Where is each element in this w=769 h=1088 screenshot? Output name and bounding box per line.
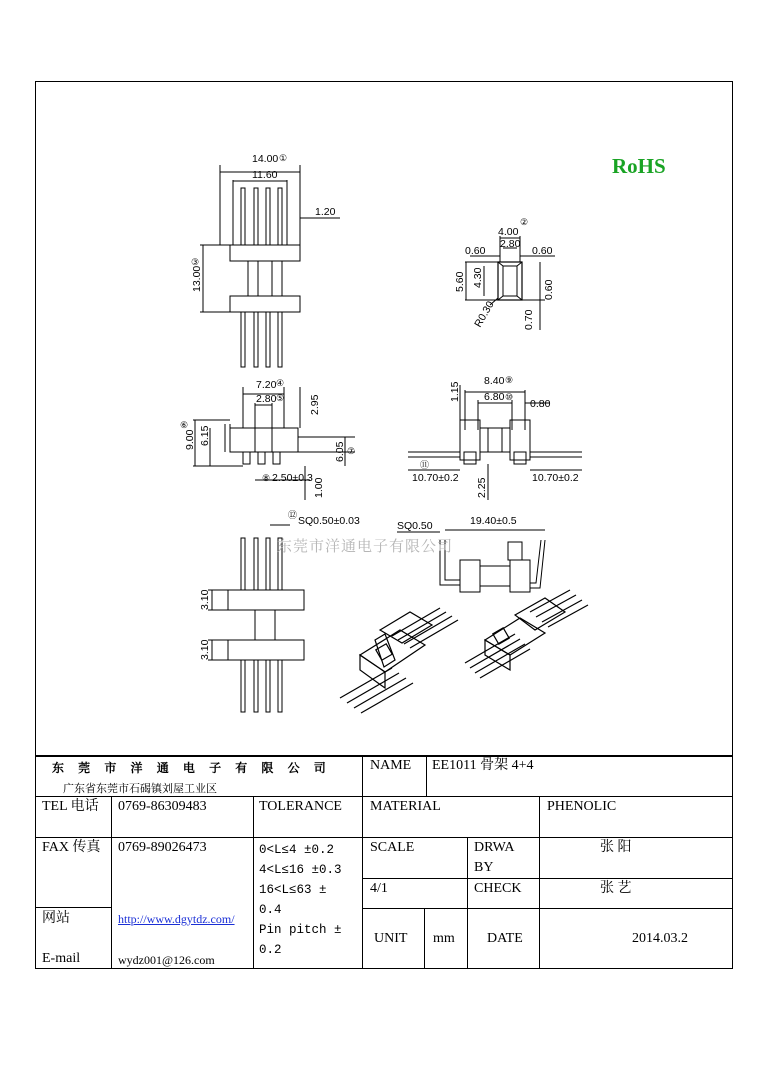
marker-12: ⑫ <box>288 510 298 520</box>
dim-gap: 0.80 <box>530 398 551 410</box>
marker-3: ③ <box>191 257 200 267</box>
marker-5: ⑤ <box>276 393 285 403</box>
dim-pin-len: 19.40±0.5 <box>470 515 517 527</box>
email-value: wydz001@126.com <box>118 953 215 967</box>
dim-pin-sq-left: SQ0.50±0.03 <box>298 515 360 527</box>
website-link[interactable]: http://www.dgytdz.com/ <box>118 912 235 926</box>
dim-bottom: 1.00 <box>313 477 325 498</box>
marker-11: ⑪ <box>420 460 430 470</box>
marker-2: ② <box>520 217 529 227</box>
dim-top-gap: 2.95 <box>309 394 321 415</box>
dim-inner: 2.80 <box>500 238 521 250</box>
dim-height-outer: 5.60 <box>454 271 466 292</box>
tolerance-line: 16<L≤63 ± <box>259 883 327 897</box>
isometric-view-1 <box>340 608 458 713</box>
isometric-view-2 <box>465 590 588 678</box>
tolerance-line: Pin pitch ± <box>259 923 342 937</box>
dim-right-pin: 10.70±0.2 <box>532 472 579 484</box>
name-label: NAME <box>370 758 412 773</box>
drawn-by-value: 张 阳 <box>600 840 632 855</box>
dim-flange: 0.60 <box>543 279 555 300</box>
dim-pin-sq-right: SQ0.50 <box>397 520 433 532</box>
email-label: E-mail <box>42 951 81 966</box>
dim-h2: 3.10 <box>199 639 211 660</box>
marker-4: ④ <box>276 378 285 388</box>
dim-length: 8.40 <box>484 375 505 387</box>
tolerance-line: 0.2 <box>259 943 282 957</box>
check-label: CHECK <box>474 881 522 896</box>
dim-pin-span: 11.60 <box>252 169 278 181</box>
dim-wall-right: 0.60 <box>532 245 553 257</box>
drawn-by-label-2: BY <box>474 860 494 875</box>
tolerance-list <box>259 840 342 960</box>
dim-base: 0.70 <box>523 309 535 330</box>
unit-value: mm <box>433 931 455 946</box>
rohs-mark: RoHS <box>612 154 666 178</box>
dim-width-total: 14.00 <box>252 153 279 165</box>
scale-value: 4/1 <box>370 881 388 896</box>
marker-1: ① <box>279 153 288 163</box>
tolerance-line: 0<L≤4 ±0.2 <box>259 843 335 857</box>
tolerance-line: 0.4 <box>259 903 282 917</box>
dim-pitch: 2.50±0.3 <box>272 472 313 484</box>
material-label: MATERIAL <box>370 799 441 814</box>
dim-side-h: 6.05 <box>334 441 346 462</box>
dim-outer: 4.00 <box>498 226 519 238</box>
dim-h1: 3.10 <box>199 589 211 610</box>
company-address: 广东省东莞市石碣镇刘屋工业区 <box>63 782 217 795</box>
scale-label: SCALE <box>370 840 415 855</box>
material-value: PHENOLIC <box>547 799 617 814</box>
tel-value: 0769-86309483 <box>118 799 207 814</box>
tolerance-label: TOLERANCE <box>259 799 342 814</box>
name-value: EE1011 骨架 4+4 <box>432 758 534 773</box>
dim-bottom-2: 2.25 <box>476 477 488 498</box>
drawn-by-label-1: DRWA <box>474 840 515 855</box>
dim-height: 13.00 <box>191 265 203 292</box>
marker-10: ⑩ <box>505 392 514 402</box>
dim-flange-h: 6.15 <box>199 425 211 446</box>
dim-core-len: 6.80 <box>484 391 505 403</box>
marker-6: ⑥ <box>180 420 189 430</box>
marker-8: ⑧ <box>262 473 271 483</box>
fax-label: FAX 传真 <box>42 840 101 855</box>
dim-radius: R0.30 <box>472 299 497 330</box>
date-label: DATE <box>487 931 523 946</box>
fax-value: 0769-89026473 <box>118 840 207 855</box>
dim-side-height: 9.00 <box>184 429 196 450</box>
front-view-top <box>200 165 340 367</box>
dim-side-width: 7.20 <box>256 379 277 391</box>
dim-pin-offset: 1.20 <box>315 206 336 218</box>
marker-9: ⑨ <box>505 375 514 385</box>
dim-wall-left: 0.60 <box>465 245 486 257</box>
unit-label: UNIT <box>374 931 408 946</box>
watermark: 东莞市洋通电子有限公司 <box>277 537 454 555</box>
website-label: 网站 <box>42 911 70 926</box>
dim-height-inner: 4.30 <box>472 267 484 288</box>
dim-side-core: 2.80 <box>256 393 277 405</box>
dim-top: 1.15 <box>449 381 461 402</box>
company-name: 东 莞 市 洋 通 电 子 有 限 公 司 <box>52 761 331 775</box>
date-value: 2014.03.2 <box>632 931 688 946</box>
tel-label: TEL 电话 <box>42 799 99 814</box>
dim-left-pin: 10.70±0.2 <box>412 472 459 484</box>
marker-7: ⑦ <box>347 446 356 456</box>
check-value: 张 艺 <box>600 881 632 896</box>
tolerance-line: 4<L≤16 ±0.3 <box>259 863 342 877</box>
